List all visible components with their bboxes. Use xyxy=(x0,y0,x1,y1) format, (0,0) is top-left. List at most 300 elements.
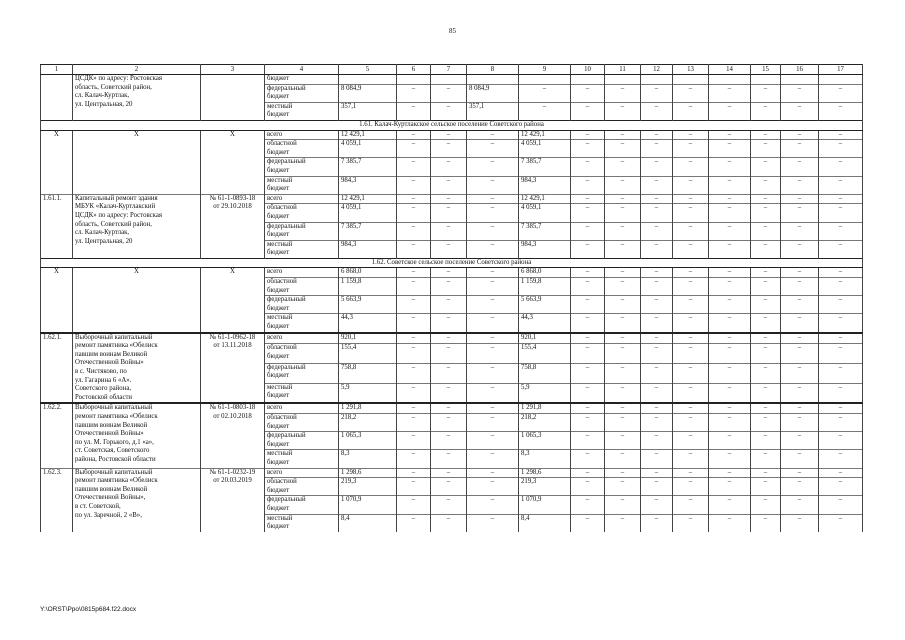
value-cell: – xyxy=(397,450,431,468)
value-cell: 1 070,9 xyxy=(339,496,397,514)
text-line: Ростовской области xyxy=(75,393,133,401)
value-cell: – xyxy=(781,403,819,413)
value-cell: – xyxy=(641,278,673,296)
value-cell: – xyxy=(781,268,819,278)
value-cell: – xyxy=(819,222,863,240)
budget-type: всего xyxy=(265,333,339,344)
value-cell: – xyxy=(819,344,863,364)
text-line: бюджет xyxy=(267,249,290,257)
value-cell: – xyxy=(781,314,819,333)
text-line: федеральный xyxy=(267,296,306,304)
value-cell: – xyxy=(605,130,641,140)
value-cell: – xyxy=(673,278,709,296)
x-marker: X xyxy=(41,130,73,194)
text-line: федеральный xyxy=(267,222,306,230)
value-cell: – xyxy=(673,383,709,403)
row-number: 1.61.1. xyxy=(41,194,73,258)
text-line: № 61-1-0232-19 xyxy=(209,468,256,476)
column-number: 4 xyxy=(265,65,339,75)
value-cell: – xyxy=(709,278,751,296)
value-cell: – xyxy=(641,84,673,102)
row-number: 1.62.1. xyxy=(41,333,73,404)
budget-type xyxy=(265,363,339,383)
text-line: от 20.03.2019 xyxy=(213,477,252,485)
value-cell: – xyxy=(709,158,751,176)
text-line: № 61-1-0803-18 xyxy=(209,404,256,412)
value-cell: – xyxy=(641,176,673,194)
text-line: местный xyxy=(267,314,293,322)
value-cell: – xyxy=(571,268,605,278)
value-cell: – xyxy=(641,268,673,278)
value-cell: – xyxy=(571,478,605,496)
value-cell: – xyxy=(709,344,751,364)
value-cell: – xyxy=(641,363,673,383)
column-number-row xyxy=(41,65,863,75)
value-cell: – xyxy=(431,140,467,158)
text-line: область, Советский район, xyxy=(75,220,152,228)
text-line: ремонт памятника «Обелиск xyxy=(75,342,158,350)
value-cell: – xyxy=(397,333,431,344)
value-cell: – xyxy=(819,314,863,333)
value-cell: – xyxy=(781,296,819,314)
value-cell: – xyxy=(605,363,641,383)
value-cell: – xyxy=(571,344,605,364)
text-line: бюджет xyxy=(267,212,290,220)
value-cell: – xyxy=(819,102,863,120)
text-line: местный xyxy=(267,383,293,391)
budget-type: всего xyxy=(265,130,339,140)
value-cell: – xyxy=(819,333,863,344)
value-cell xyxy=(641,75,673,85)
value-cell: 984,3 xyxy=(339,176,397,194)
value-cell: – xyxy=(641,432,673,450)
value-cell: – xyxy=(431,514,467,532)
value-cell: – xyxy=(709,84,751,102)
value-cell: – xyxy=(781,478,819,496)
value-cell: – xyxy=(673,158,709,176)
value-cell: 8,4 xyxy=(339,514,397,532)
column-number: 9 xyxy=(519,65,571,75)
value-cell: – xyxy=(819,204,863,222)
value-cell: – xyxy=(605,450,641,468)
value-cell: – xyxy=(751,432,781,450)
text-line: область, Советский район, xyxy=(75,83,152,91)
value-cell: – xyxy=(673,496,709,514)
x-marker: X xyxy=(73,268,201,333)
text-line: бюджет xyxy=(267,304,290,312)
budget-type xyxy=(265,450,339,468)
value-cell: – xyxy=(397,222,431,240)
value-cell: – xyxy=(781,176,819,194)
value-cell: – xyxy=(673,333,709,344)
budget-type xyxy=(265,102,339,120)
value-cell: – xyxy=(781,514,819,532)
value-cell: – xyxy=(571,333,605,344)
value-cell: – xyxy=(641,240,673,258)
value-cell: – xyxy=(673,204,709,222)
value-cell: – xyxy=(605,268,641,278)
value-cell: – xyxy=(709,240,751,258)
value-cell: – xyxy=(709,413,751,431)
value-cell: – xyxy=(605,158,641,176)
value-cell: – xyxy=(641,314,673,333)
text-line: сл. Калач-Куртлак, xyxy=(75,229,130,237)
budget-type xyxy=(265,84,339,102)
value-cell: – xyxy=(819,468,863,478)
value-cell: – xyxy=(673,194,709,204)
value-cell: – xyxy=(673,222,709,240)
value-cell: – xyxy=(397,194,431,204)
value-cell: – xyxy=(673,363,709,383)
text-line: от 29.10.2018 xyxy=(213,203,252,211)
value-cell: – xyxy=(605,478,641,496)
value-cell: – xyxy=(819,432,863,450)
value-cell: – xyxy=(605,432,641,450)
value-cell: 8,3 xyxy=(339,450,397,468)
value-cell: – xyxy=(673,140,709,158)
value-cell xyxy=(605,75,641,85)
budget-type xyxy=(265,314,339,333)
value-cell: – xyxy=(709,130,751,140)
value-cell: – xyxy=(709,140,751,158)
value-cell: – xyxy=(431,363,467,383)
budget-type xyxy=(265,222,339,240)
value-cell: – xyxy=(571,102,605,120)
value-cell: – xyxy=(673,130,709,140)
value-cell: – xyxy=(397,278,431,296)
text-line: бюджет xyxy=(267,504,290,512)
value-cell: – xyxy=(641,478,673,496)
text-line: ул. Центральная, 20 xyxy=(75,100,133,108)
value-cell: – xyxy=(467,268,519,278)
table-row xyxy=(41,130,863,140)
value-cell: – xyxy=(467,496,519,514)
value-cell: – xyxy=(467,468,519,478)
value-cell: – xyxy=(397,478,431,496)
value-cell: – xyxy=(709,204,751,222)
value-cell: – xyxy=(397,296,431,314)
table-row xyxy=(41,258,863,268)
value-cell: – xyxy=(605,222,641,240)
value-cell: – xyxy=(751,194,781,204)
value-cell: 4 059,1 xyxy=(519,140,571,158)
value-cell: – xyxy=(751,403,781,413)
value-cell: – xyxy=(673,450,709,468)
value-cell: – xyxy=(571,158,605,176)
value-cell: – xyxy=(467,403,519,413)
value-cell: – xyxy=(751,222,781,240)
value-cell: – xyxy=(571,84,605,102)
value-cell: – xyxy=(709,383,751,403)
value-cell: 5 663,9 xyxy=(519,296,571,314)
value-cell: – xyxy=(605,333,641,344)
table-row xyxy=(41,75,863,85)
value-cell: 984,3 xyxy=(519,240,571,258)
column-number: 10 xyxy=(571,65,605,75)
text-line: № 61-1-0893-18 xyxy=(209,194,256,202)
value-cell: – xyxy=(751,514,781,532)
value-cell: – xyxy=(781,450,819,468)
value-cell: – xyxy=(397,140,431,158)
document-ref xyxy=(201,403,265,468)
value-cell: – xyxy=(397,468,431,478)
value-cell: – xyxy=(751,478,781,496)
budget-type: всего xyxy=(265,468,339,478)
value-cell: – xyxy=(431,383,467,403)
value-cell: – xyxy=(571,176,605,194)
value-cell: – xyxy=(709,268,751,278)
text-line: павшим воинам Великой xyxy=(75,421,148,429)
value-cell: – xyxy=(397,176,431,194)
text-line: бюджет xyxy=(267,185,290,193)
value-cell: – xyxy=(673,296,709,314)
x-marker: X xyxy=(41,268,73,333)
value-cell: – xyxy=(709,478,751,496)
value-cell: – xyxy=(467,194,519,204)
value-cell: – xyxy=(431,296,467,314)
value-cell: – xyxy=(431,176,467,194)
text-line: ст. Советская, Советского xyxy=(75,447,150,455)
value-cell: 7 385,7 xyxy=(519,158,571,176)
value-cell: – xyxy=(431,130,467,140)
value-cell: – xyxy=(605,176,641,194)
value-cell: – xyxy=(781,158,819,176)
value-cell: – xyxy=(781,333,819,344)
object-name xyxy=(73,403,201,468)
value-cell xyxy=(467,75,519,85)
table-row xyxy=(41,120,863,130)
value-cell: – xyxy=(467,432,519,450)
text-line: бюджет xyxy=(267,458,290,466)
value-cell: – xyxy=(571,383,605,403)
column-number: 11 xyxy=(605,65,641,75)
table-row xyxy=(41,403,863,413)
value-cell: – xyxy=(781,278,819,296)
text-line: в ст. Советской, xyxy=(75,502,121,510)
value-cell: – xyxy=(781,130,819,140)
budget-type: всего xyxy=(265,268,339,278)
value-cell: – xyxy=(431,403,467,413)
text-line: областной xyxy=(267,278,297,286)
value-cell: – xyxy=(605,204,641,222)
value-cell: 1 159,8 xyxy=(519,278,571,296)
value-cell: 1 298,6 xyxy=(339,468,397,478)
row-number xyxy=(41,75,73,121)
value-cell: – xyxy=(431,314,467,333)
budget-type xyxy=(265,383,339,403)
value-cell: 12 429,1 xyxy=(519,130,571,140)
value-cell: – xyxy=(605,514,641,532)
value-cell: – xyxy=(819,413,863,431)
value-cell: – xyxy=(709,314,751,333)
value-cell: 12 429,1 xyxy=(339,194,397,204)
page-number: 85 xyxy=(449,27,456,35)
value-cell: – xyxy=(819,278,863,296)
budget-table xyxy=(40,64,863,532)
value-cell: – xyxy=(467,514,519,532)
value-cell: – xyxy=(673,268,709,278)
value-cell: – xyxy=(467,363,519,383)
value-cell: – xyxy=(397,240,431,258)
value-cell: 219,3 xyxy=(339,478,397,496)
value-cell xyxy=(819,75,863,85)
value-cell: – xyxy=(781,84,819,102)
value-cell: – xyxy=(571,194,605,204)
value-cell: – xyxy=(571,204,605,222)
value-cell: – xyxy=(751,314,781,333)
value-cell: – xyxy=(605,296,641,314)
value-cell: 920,1 xyxy=(519,333,571,344)
value-cell: – xyxy=(467,222,519,240)
value-cell: – xyxy=(571,314,605,333)
text-line: федеральный xyxy=(267,158,306,166)
column-number: 13 xyxy=(673,65,709,75)
value-cell: 5,9 xyxy=(519,383,571,403)
budget-type xyxy=(265,176,339,194)
value-cell: – xyxy=(467,383,519,403)
value-cell: – xyxy=(605,468,641,478)
document-ref xyxy=(201,75,265,121)
value-cell: 984,3 xyxy=(339,240,397,258)
value-cell: – xyxy=(673,240,709,258)
value-cell: – xyxy=(751,468,781,478)
text-line: бюджет xyxy=(267,75,290,82)
value-cell: – xyxy=(431,84,467,102)
section-title: 1.62. Советское сельское поселение Советского района xyxy=(41,258,863,268)
text-line: ЦСДК» по адресу: Ростовская xyxy=(75,75,162,82)
value-cell: – xyxy=(641,450,673,468)
value-cell: – xyxy=(431,268,467,278)
value-cell: 12 429,1 xyxy=(519,194,571,204)
value-cell: – xyxy=(709,333,751,344)
text-line: МБУК «Калач-Куртлакский xyxy=(75,203,156,211)
value-cell: – xyxy=(397,130,431,140)
value-cell: – xyxy=(781,383,819,403)
value-cell: – xyxy=(819,158,863,176)
value-cell: 1 291,8 xyxy=(519,403,571,413)
value-cell: – xyxy=(819,383,863,403)
value-cell: 8,3 xyxy=(519,450,571,468)
text-line: бюджет xyxy=(267,422,290,430)
value-cell: 155,4 xyxy=(339,344,397,364)
column-number: 7 xyxy=(431,65,467,75)
value-cell: – xyxy=(431,204,467,222)
value-cell: – xyxy=(641,468,673,478)
table-row xyxy=(41,333,863,344)
value-cell: – xyxy=(605,240,641,258)
value-cell: 5 663,9 xyxy=(339,296,397,314)
text-line: Советского района, xyxy=(75,385,132,393)
value-cell: 1 070,9 xyxy=(519,496,571,514)
row-number: 1.62.2. xyxy=(41,403,73,468)
budget-type: всего xyxy=(265,194,339,204)
value-cell: – xyxy=(673,84,709,102)
value-cell: 8 084,9 xyxy=(467,84,519,102)
value-cell: – xyxy=(431,468,467,478)
value-cell: – xyxy=(751,333,781,344)
value-cell: – xyxy=(709,102,751,120)
value-cell: – xyxy=(571,140,605,158)
value-cell: – xyxy=(751,413,781,431)
value-cell xyxy=(431,75,467,85)
budget-type xyxy=(265,514,339,532)
value-cell: – xyxy=(467,140,519,158)
value-cell: 4 059,1 xyxy=(519,204,571,222)
value-cell xyxy=(673,75,709,85)
column-number: 6 xyxy=(397,65,431,75)
value-cell: – xyxy=(431,344,467,364)
value-cell: – xyxy=(709,468,751,478)
value-cell: – xyxy=(781,222,819,240)
document-ref xyxy=(201,194,265,258)
value-cell: – xyxy=(819,176,863,194)
value-cell: – xyxy=(397,84,431,102)
value-cell: – xyxy=(397,432,431,450)
value-cell xyxy=(781,75,819,85)
value-cell: – xyxy=(819,496,863,514)
text-line: Выборочный капитальный xyxy=(75,404,153,412)
value-cell: – xyxy=(605,344,641,364)
object-name xyxy=(73,75,201,121)
value-cell: 218,2 xyxy=(519,413,571,431)
text-line: ул. Гагарина 6 «А». xyxy=(75,376,132,384)
value-cell: – xyxy=(397,514,431,532)
column-number: 16 xyxy=(781,65,819,75)
value-cell: – xyxy=(431,450,467,468)
text-line: местный xyxy=(267,102,293,110)
text-line: № 61-1-0962-18 xyxy=(209,333,256,341)
value-cell: – xyxy=(641,140,673,158)
value-cell: – xyxy=(605,194,641,204)
value-cell: – xyxy=(571,222,605,240)
value-cell: – xyxy=(641,413,673,431)
value-cell: – xyxy=(709,176,751,194)
value-cell: – xyxy=(819,130,863,140)
value-cell: – xyxy=(709,432,751,450)
text-line: областной xyxy=(267,478,297,486)
value-cell: 1 065,3 xyxy=(519,432,571,450)
value-cell xyxy=(397,75,431,85)
budget-type xyxy=(265,158,339,176)
object-name xyxy=(73,468,201,532)
value-cell: 5,9 xyxy=(339,383,397,403)
x-marker: X xyxy=(201,130,265,194)
value-cell: – xyxy=(431,432,467,450)
value-cell: – xyxy=(781,432,819,450)
value-cell: – xyxy=(571,278,605,296)
value-cell: – xyxy=(751,240,781,258)
text-line: федеральный xyxy=(267,363,306,371)
budget-type xyxy=(265,496,339,514)
value-cell: – xyxy=(467,450,519,468)
value-cell: – xyxy=(571,403,605,413)
text-line: федеральный xyxy=(267,84,306,92)
value-cell: – xyxy=(397,413,431,431)
value-cell: – xyxy=(605,84,641,102)
value-cell: – xyxy=(431,333,467,344)
value-cell: 920,1 xyxy=(339,333,397,344)
value-cell: – xyxy=(673,468,709,478)
text-line: от 02.10.2018 xyxy=(213,412,252,420)
value-cell: – xyxy=(467,296,519,314)
value-cell: 758,8 xyxy=(339,363,397,383)
value-cell: – xyxy=(467,130,519,140)
value-cell: – xyxy=(751,344,781,364)
value-cell: – xyxy=(819,296,863,314)
value-cell: – xyxy=(431,102,467,120)
value-cell: – xyxy=(751,450,781,468)
budget-type xyxy=(265,240,339,258)
